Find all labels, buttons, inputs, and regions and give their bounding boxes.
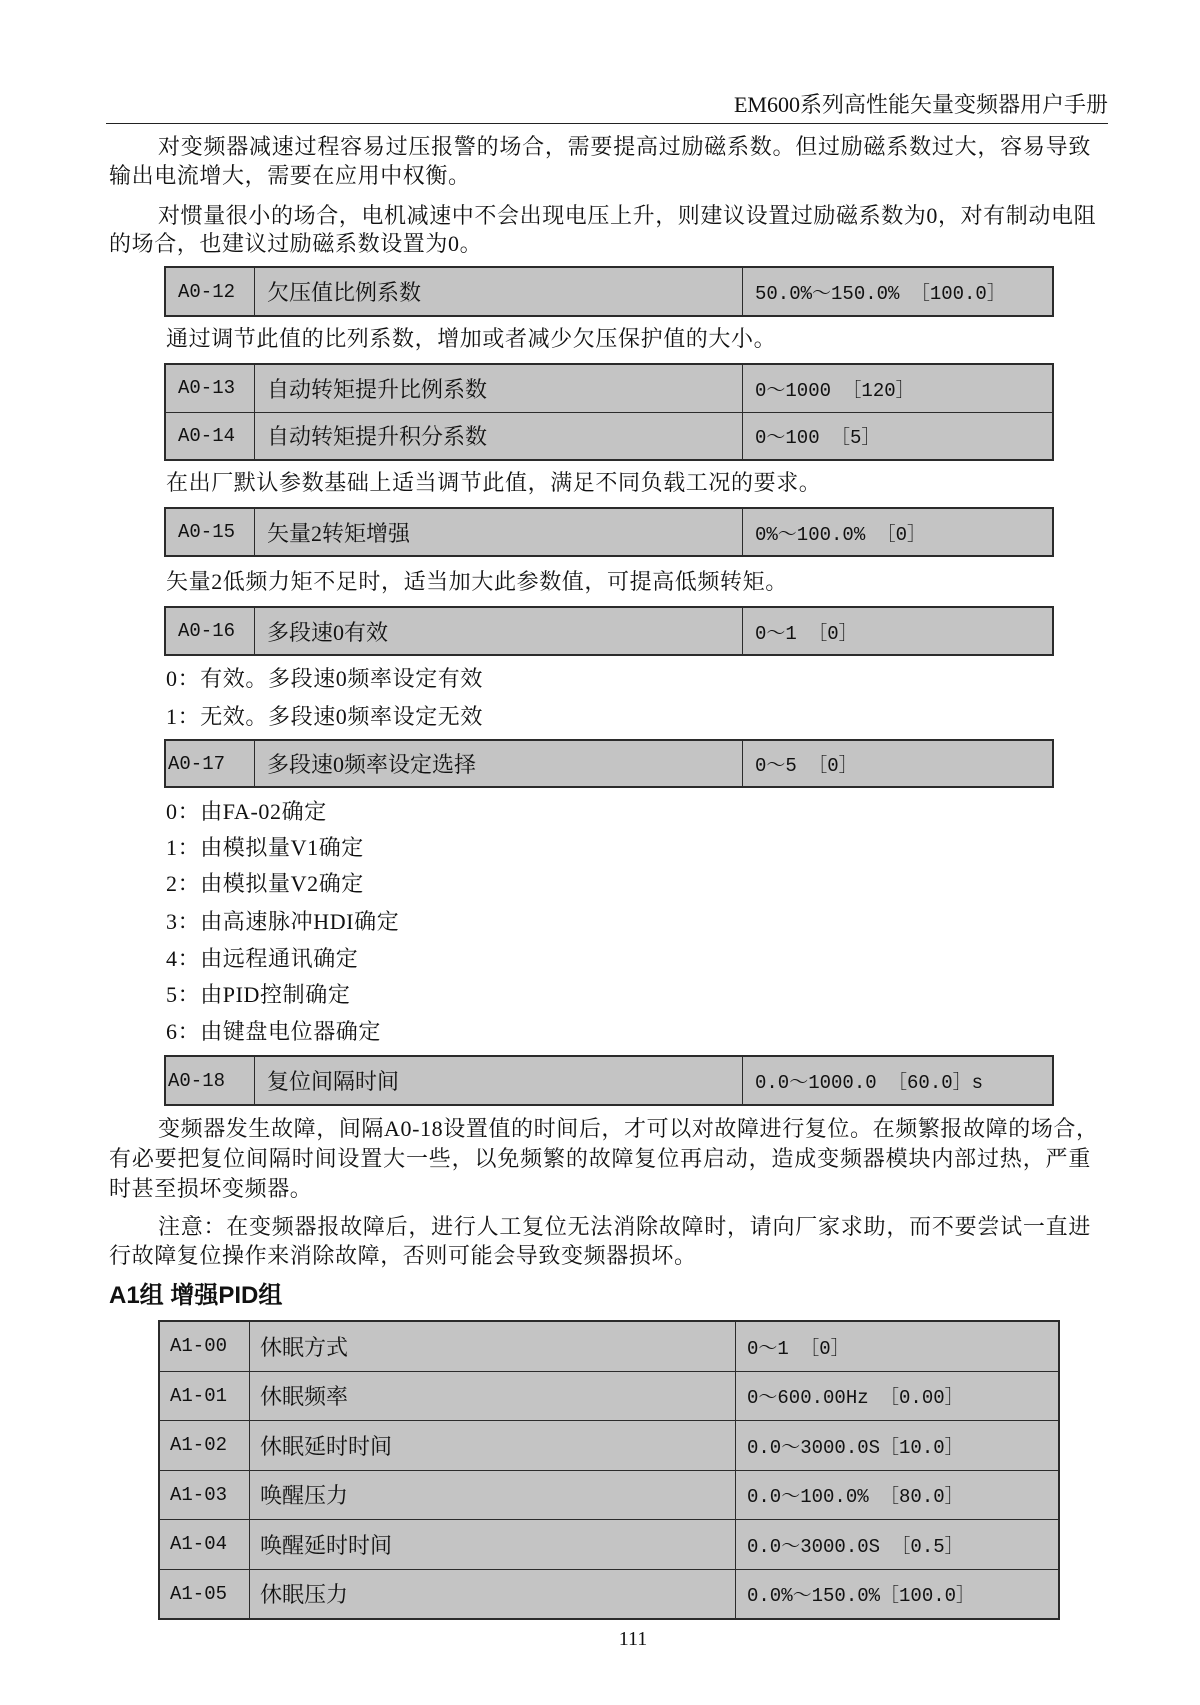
param-name: 唤醒延时时间 bbox=[250, 1520, 736, 1569]
param-code: A0-14 bbox=[166, 413, 255, 460]
section-heading: A1组 增强PID组 bbox=[109, 1282, 283, 1309]
param-table-a0-16 bbox=[164, 606, 1054, 656]
param-name: 休眠频率 bbox=[250, 1372, 736, 1421]
param-row bbox=[160, 1569, 1058, 1619]
param-row bbox=[166, 365, 1052, 412]
param-range: 50.0%～150.0% ［100.0］ bbox=[755, 283, 1006, 305]
param-description: 通过调节此值的比列系数，增加或者减少欠压保护值的大小。 bbox=[166, 326, 777, 351]
param-range: 0～1000 ［120］ bbox=[755, 379, 915, 402]
paragraph-line: 行故障复位操作来消除故障，否则可能会导致变频器损坏。 bbox=[109, 1243, 697, 1268]
param-code: A0-15 bbox=[166, 509, 255, 555]
option-item: 0：由FA-02确定 bbox=[166, 799, 327, 824]
param-range: 0～100 ［5］ bbox=[755, 427, 881, 450]
param-row bbox=[160, 1371, 1058, 1421]
option-item: 2：由模拟量V2确定 bbox=[166, 871, 364, 896]
paragraph-line: 注意：在变频器报故障后，进行人工复位无法消除故障时，请向厂家求助，而不要尝试一直进 bbox=[158, 1214, 1091, 1239]
param-row bbox=[166, 509, 1052, 555]
param-range: 0.0～1000.0 ［60.0］s bbox=[755, 1072, 984, 1094]
param-name: 矢量2转矩增强 bbox=[255, 509, 743, 555]
param-name: 自动转矩提升比例系数 bbox=[255, 365, 743, 412]
param-table-a0-12 bbox=[164, 266, 1054, 317]
param-name: 休眠延时时间 bbox=[250, 1421, 736, 1470]
page-number: 111 bbox=[618, 1628, 648, 1650]
param-row bbox=[160, 1519, 1058, 1569]
manual-title: EM600系列高性能矢量变频器用户手册 bbox=[733, 92, 1108, 117]
param-code: A1-03 bbox=[160, 1471, 250, 1520]
paragraph-line: 时甚至损坏变频器。 bbox=[109, 1176, 313, 1201]
param-code: A0-17 bbox=[166, 741, 255, 786]
param-name: 多段速0频率设定选择 bbox=[255, 741, 743, 786]
param-code: A1-00 bbox=[160, 1322, 250, 1371]
param-table-a0-17 bbox=[164, 739, 1054, 788]
param-row bbox=[166, 1057, 1052, 1104]
paragraph-line: 对惯量很小的场合，电机减速中不会出现电压上升，则建议设置过励磁系数为0，对有制动电阻 bbox=[158, 203, 1097, 228]
param-name: 休眠方式 bbox=[250, 1322, 736, 1371]
option-item: 3：由高速脉冲HDI确定 bbox=[166, 909, 400, 934]
param-range: 0.0～3000.0S ［0.5］ bbox=[747, 1535, 964, 1558]
option-item: 6：由键盘电位器确定 bbox=[166, 1019, 382, 1044]
param-row bbox=[160, 1470, 1058, 1520]
param-name: 自动转矩提升积分系数 bbox=[255, 413, 743, 460]
param-range: 0%～100.0% ［0］ bbox=[755, 523, 927, 546]
param-code: A0-12 bbox=[166, 268, 255, 315]
paragraph-line: 的场合，也建议过励磁系数设置为0。 bbox=[109, 231, 483, 256]
param-code: A1-04 bbox=[160, 1520, 250, 1569]
param-row bbox=[166, 412, 1052, 460]
paragraph-line: 变频器发生故障，间隔A0-18设置值的时间后，才可以对故障进行复位。在频繁报故障的场合， bbox=[158, 1116, 1099, 1141]
param-range: 0～1 ［0］ bbox=[755, 622, 858, 645]
param-code: A1-01 bbox=[160, 1372, 250, 1421]
param-code: A1-02 bbox=[160, 1421, 250, 1470]
param-code: A0-18 bbox=[166, 1057, 255, 1104]
param-range: 0～5 ［0］ bbox=[755, 755, 858, 777]
option-item: 5：由PID控制确定 bbox=[166, 982, 351, 1007]
param-name: 欠压值比例系数 bbox=[255, 268, 743, 315]
param-range: 0.0%～150.0%［100.0］ bbox=[747, 1585, 976, 1608]
option-item: 1：无效。多段速0频率设定无效 bbox=[166, 704, 484, 729]
paragraph-line: 输出电流增大，需要在应用中权衡。 bbox=[109, 163, 471, 188]
header-divider bbox=[106, 123, 1108, 124]
param-table-a0-13-14 bbox=[164, 363, 1054, 461]
param-name: 复位间隔时间 bbox=[255, 1057, 743, 1104]
param-table-a1 bbox=[158, 1320, 1060, 1620]
param-table-a0-15 bbox=[164, 507, 1054, 557]
param-name: 休眠压力 bbox=[250, 1570, 736, 1619]
param-row bbox=[166, 268, 1052, 315]
option-item: 4：由远程通讯确定 bbox=[166, 946, 359, 971]
param-row bbox=[160, 1420, 1058, 1470]
param-code: A0-13 bbox=[166, 365, 255, 412]
param-name: 多段速0有效 bbox=[255, 608, 743, 654]
param-row bbox=[166, 741, 1052, 786]
param-row bbox=[166, 608, 1052, 654]
paragraph-line: 对变频器减速过程容易过压报警的场合，需要提高过励磁系数。但过励磁系数过大，容易导致 bbox=[158, 134, 1091, 159]
param-description: 在出厂默认参数基础上适当调节此值，满足不同负载工况的要求。 bbox=[166, 470, 822, 495]
option-item: 0：有效。多段速0频率设定有效 bbox=[166, 666, 484, 691]
param-range: 0～1 ［0］ bbox=[747, 1337, 850, 1360]
param-code: A1-05 bbox=[160, 1570, 250, 1619]
param-table-a0-18 bbox=[164, 1055, 1054, 1106]
param-range: 0～600.00Hz ［0.00］ bbox=[747, 1387, 964, 1410]
option-item: 1：由模拟量V1确定 bbox=[166, 835, 364, 860]
param-row bbox=[160, 1322, 1058, 1371]
param-range: 0.0～3000.0S［10.0］ bbox=[747, 1436, 964, 1459]
param-range: 0.0～100.0% ［80.0］ bbox=[747, 1486, 964, 1509]
paragraph-line: 有必要把复位间隔时间设置大一些，以免频繁的故障复位再启动，造成变频器模块内部过热，严重 bbox=[109, 1146, 1091, 1171]
param-code: A0-16 bbox=[166, 608, 255, 654]
param-description: 矢量2低频力矩不足时，适当加大此参数值，可提高低频转矩。 bbox=[166, 569, 788, 594]
param-name: 唤醒压力 bbox=[250, 1471, 736, 1520]
